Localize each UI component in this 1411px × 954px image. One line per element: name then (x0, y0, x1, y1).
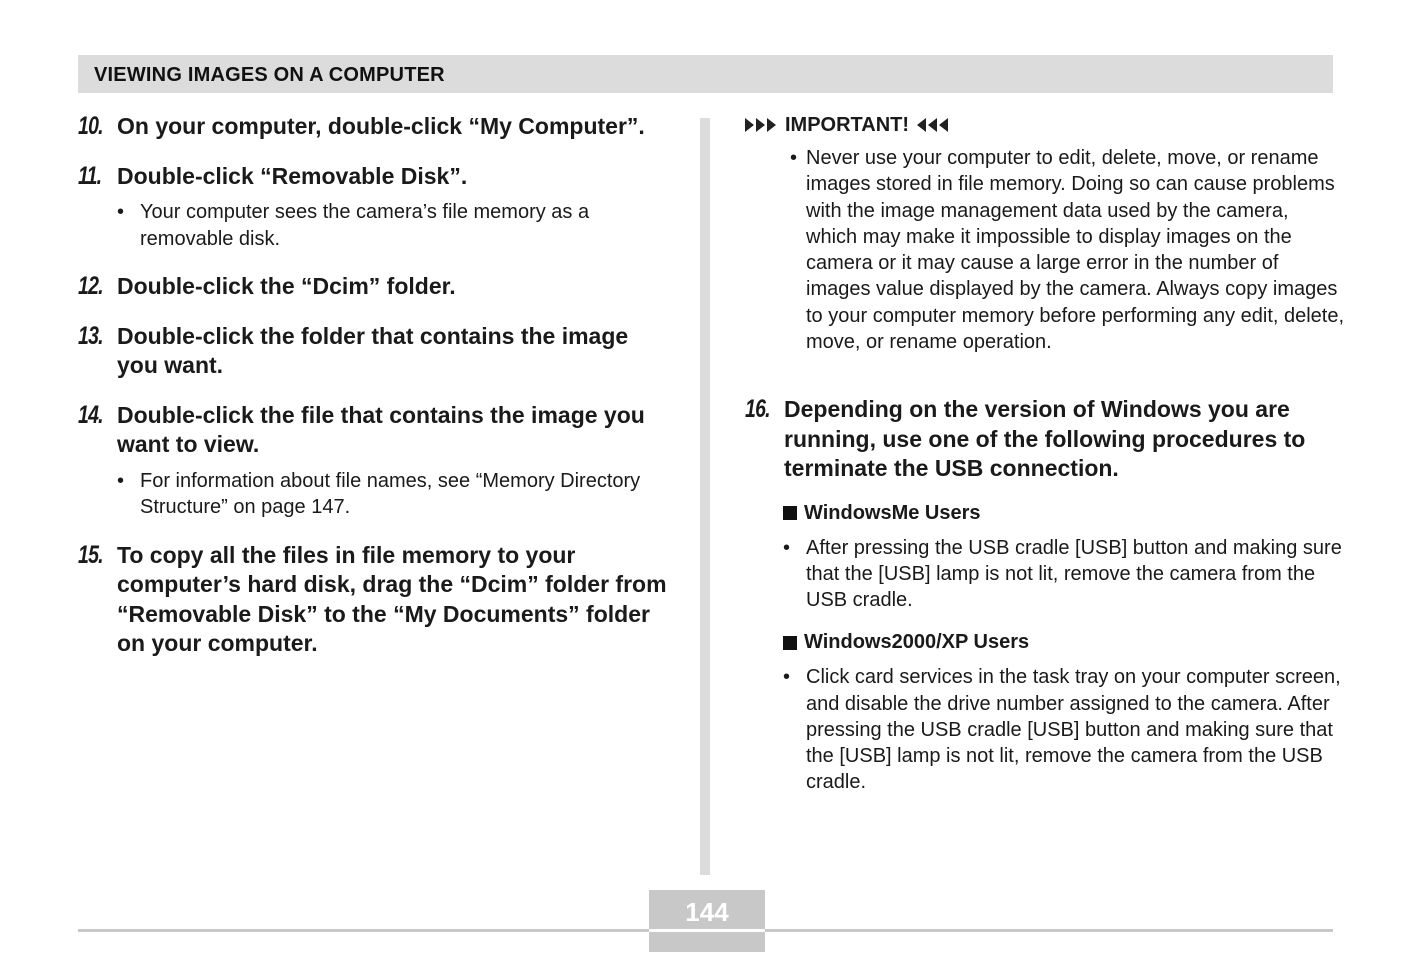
page-number-box (649, 890, 765, 952)
step-number: 14. (78, 400, 103, 429)
note-item: • After pressing the USB cradle [USB] button and making sure that the [USB] lamp is not lit, remove the camera from the USB cradle. (783, 535, 1345, 614)
step-text: On your computer, double-click “My Computer”. (117, 113, 645, 139)
step-10 (78, 112, 668, 142)
step-12 (78, 272, 668, 302)
step-text: Depending on the version of Windows you are running, use one of the following procedures to terminate the USB connection. (784, 396, 1306, 482)
step-14 (78, 401, 668, 521)
step-13 (78, 322, 668, 381)
arrow-left-icon (917, 118, 948, 132)
step-text: Double-click the folder that contains the image you want. (117, 322, 629, 378)
subsection-notes (783, 664, 1345, 795)
important-text: • Never use your computer to edit, delete, move, or rename images stored in file memory. Doing so can cause problems with the image management data used by the camera, which may make it impossible to display images on the camera or it may cause a large error in the number of images value displayed by the camera. Always copy images to your computer memory before performing any edit, delete, move, or rename operation. (790, 145, 1345, 355)
column-divider (700, 118, 710, 875)
subsection-title: Windows2000/XP Users (804, 631, 1030, 654)
step-number: 13. (78, 321, 103, 350)
step-16 (745, 395, 1345, 484)
step-text: Double-click the file that contains the image you want to view. (117, 401, 645, 457)
right-column (745, 112, 1345, 796)
arrow-right-icon (745, 118, 776, 132)
step-text: To copy all the files in file memory to your computer’s hard disk, drag the “Dcim” folder from “Removable Disk” to the “My Documents” folder on your computer. (117, 541, 667, 656)
step-number: 16. (745, 395, 770, 424)
step-number: 10. (78, 112, 103, 140)
important-heading (745, 112, 1345, 138)
section-header (78, 55, 1333, 93)
step-notes (117, 468, 668, 521)
subsection-heading (783, 502, 1345, 525)
square-bullet-icon (783, 636, 797, 650)
note-item: • Click card services in the task tray on your computer screen, and disable the drive number assigned to the camera. After pressing the USB cradle [USB] button and making sure that the [USB] lamp is not lit, remove the camera from the USB cradle. (783, 664, 1345, 795)
square-bullet-icon (783, 506, 797, 520)
step-text: Double-click “Removable Disk”. (117, 162, 468, 189)
important-label: IMPORTANT! (785, 114, 910, 136)
step-number: 11. (78, 161, 102, 190)
left-column (78, 112, 668, 681)
note-item: • Your computer sees the camera’s file memory as a removable disk. (117, 199, 668, 252)
page-number: 144 (685, 897, 729, 927)
section-title: VIEWING IMAGES ON A COMPUTER (94, 64, 445, 86)
step-notes (117, 199, 668, 252)
step-number: 12. (78, 272, 103, 300)
subsection-notes (783, 535, 1345, 614)
step-text: Double-click the “Dcim” folder. (117, 273, 456, 299)
note-item: • For information about file names, see “Memory Directory Structure” on page 147. (117, 468, 668, 521)
step-11 (78, 162, 668, 253)
step-number: 15. (78, 540, 103, 569)
subsection-title: WindowsMe Users (804, 501, 981, 524)
step-15 (78, 541, 668, 659)
subsection-heading (783, 631, 1345, 654)
